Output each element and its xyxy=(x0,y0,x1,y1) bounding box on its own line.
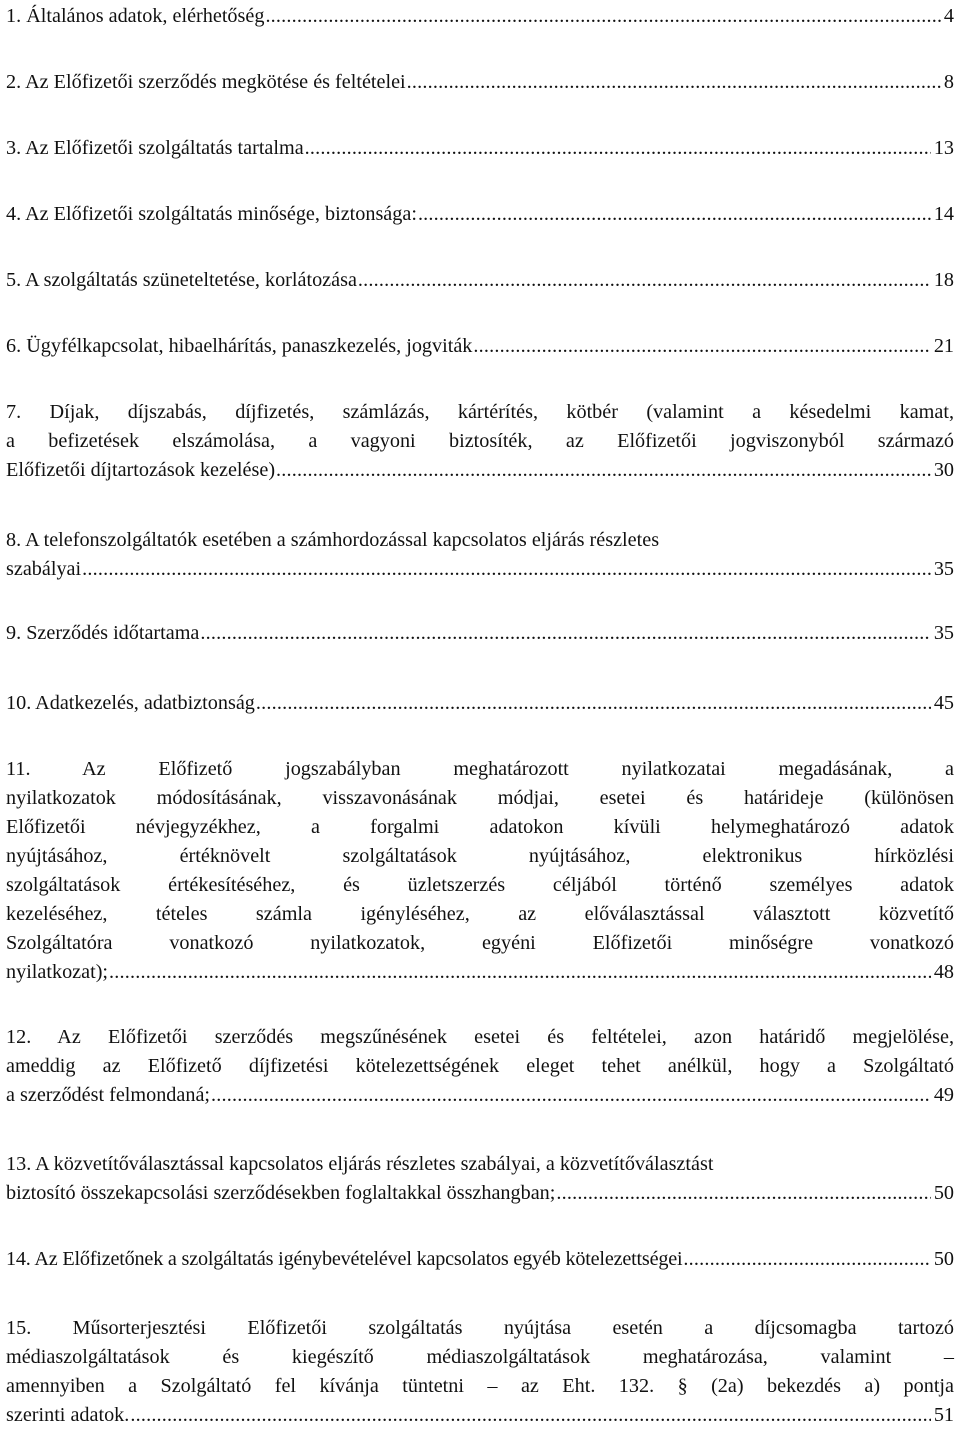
toc-page-number: 45 xyxy=(933,692,954,714)
toc-entry-text: biztosító összekapcsolási szerződésekben foglaltakkal összhangban; xyxy=(6,1182,556,1204)
toc-entry-line: 12. Az Előfizetői szerződés megszűnésének esetei és feltételei, azon határidő megjelölése, xyxy=(6,1026,954,1048)
leader-dots xyxy=(130,1401,930,1430)
toc-entry-text: szerinti adatok. xyxy=(6,1404,130,1426)
toc-page-number: 35 xyxy=(933,622,954,644)
toc-entry-text: a szerződést felmondaná; xyxy=(6,1084,211,1106)
toc-entry-7[interactable] xyxy=(6,398,954,485)
toc-page-number: 4 xyxy=(943,5,954,27)
toc-entry-text: Előfizetői díjtartozások kezelése) xyxy=(6,459,276,481)
toc-entry-14[interactable] xyxy=(6,1245,954,1274)
toc-entry-line: Előfizetői névjegyzékhez, a forgalmi adatokon kívüli helymeghatározó adatok xyxy=(6,816,954,838)
toc-entry-text: 4. Az Előfizetői szolgáltatás minősége, biztonsága: xyxy=(6,203,417,225)
toc-entry-line: 13. A közvetítőválasztással kapcsolatos eljárás részletes szabályai, a közvetítőválasztást xyxy=(6,1153,714,1175)
toc-entry-text: 10. Adatkezelés, adatbiztonság xyxy=(6,692,255,714)
leader-dots xyxy=(109,958,931,987)
toc-entry-text: nyilatkozat); xyxy=(6,961,109,983)
toc-entry-12[interactable] xyxy=(6,1023,954,1110)
leader-dots xyxy=(418,200,931,229)
leader-dots xyxy=(200,619,930,648)
toc-entry-text: 3. Az Előfizetői szolgáltatás tartalma xyxy=(6,137,304,159)
toc-entry-text: szabályai xyxy=(6,558,82,580)
toc-page-number: 13 xyxy=(933,137,954,159)
leader-dots xyxy=(265,2,940,31)
leader-dots xyxy=(305,134,931,163)
toc-entry-text: 1. Általános adatok, elérhetőség xyxy=(6,5,265,27)
leader-dots xyxy=(276,456,931,485)
toc-entry-line: 15. Műsorterjesztési Előfizetői szolgáltatás nyújtása esetén a díjcsomagba tartozó xyxy=(6,1317,954,1339)
leader-dots xyxy=(556,1179,930,1208)
toc-entry-line: ameddig az Előfizető díjfizetési kötelezettségének eleget tehet anélkül, hogy a Szolgáltató xyxy=(6,1055,954,1077)
toc-entry-11[interactable] xyxy=(6,755,954,987)
leader-dots xyxy=(358,266,931,295)
toc-entry-13[interactable] xyxy=(6,1150,954,1208)
toc-entry-line: nyújtásához, értéknövelt szolgáltatások nyújtásához, elektronikus hírközlési xyxy=(6,845,954,867)
toc-entry-3[interactable] xyxy=(6,134,954,163)
toc-entry-text: 2. Az Előfizetői szerződés megkötése és feltételei xyxy=(6,71,406,93)
toc-entry-8[interactable] xyxy=(6,526,954,584)
toc-entry-2[interactable] xyxy=(6,68,954,97)
leader-dots xyxy=(407,68,941,97)
toc-page-number: 50 xyxy=(933,1248,954,1270)
toc-entry-10[interactable] xyxy=(6,689,954,718)
toc-entry-text: 14. Az Előfizetőnek a szolgáltatás igénybevételével kapcsolatos egyéb kötelezettségei xyxy=(6,1248,683,1270)
toc-entry-6[interactable] xyxy=(6,332,954,361)
toc-page-number: 35 xyxy=(933,558,954,580)
toc-page-number: 14 xyxy=(933,203,954,225)
toc-entry-line: Szolgáltatóra vonatkozó nyilatkozatok, egyéni Előfizetői minőségre vonatkozó xyxy=(6,932,954,954)
toc-entry-15[interactable] xyxy=(6,1314,954,1430)
toc-entry-text: 9. Szerződés időtartama xyxy=(6,622,200,644)
toc-entry-line: kezeléséhez, tételes számla igényléséhez, az előválasztással választott közvetítő xyxy=(6,903,954,925)
toc-entry-line: 8. A telefonszolgáltatók esetében a számhordozással kapcsolatos eljárás részletes xyxy=(6,529,660,551)
toc-entry-line: amennyiben a Szolgáltató fel kívánja tüntetni – az Eht. 132. § (2a) bekezdés a) pontja xyxy=(6,1375,954,1397)
toc-page-number: 49 xyxy=(933,1084,954,1106)
toc-page-number: 8 xyxy=(943,71,954,93)
toc-entry-5[interactable] xyxy=(6,266,954,295)
toc-entry-text: 5. A szolgáltatás szüneteltetése, korlátozása xyxy=(6,269,357,291)
leader-dots xyxy=(256,689,931,718)
toc-page-number: 48 xyxy=(933,961,954,983)
leader-dots xyxy=(473,332,930,361)
toc-page-number: 30 xyxy=(933,459,954,481)
toc-entry-4[interactable] xyxy=(6,200,954,229)
toc-page-number: 50 xyxy=(933,1182,954,1204)
leader-dots xyxy=(82,555,931,584)
leader-dots xyxy=(683,1245,930,1274)
toc-entry-line: szolgáltatások értékesítéséhez, és üzletszerzés céljából történő személyes adatok xyxy=(6,874,954,896)
toc-page-number: 51 xyxy=(933,1404,954,1426)
leader-dots xyxy=(211,1081,931,1110)
toc-entry-line: médiaszolgáltatások és kiegészítő médiaszolgáltatások meghatározása, valamint – xyxy=(6,1346,954,1368)
toc-entry-line: a befizetések elszámolása, a vagyoni biztosíték, az Előfizetői jogviszonyból származó xyxy=(6,430,954,452)
toc-entry-line: nyilatkozatok módosításának, visszavonásának módjai, esetei és határideje (különösen xyxy=(6,787,954,809)
toc-entry-9[interactable] xyxy=(6,619,954,648)
toc-entry-1[interactable] xyxy=(6,2,954,31)
toc-entry-line: 7. Díjak, díjszabás, díjfizetés, számlázás, kártérítés, kötbér (valamint a késedelmi kamat, xyxy=(6,401,954,423)
toc-entry-line: 11. Az Előfizető jogszabályban meghatározott nyilatkozatai megadásának, a xyxy=(6,758,954,780)
toc-entry-text: 6. Ügyfélkapcsolat, hibaelhárítás, panaszkezelés, jogviták xyxy=(6,335,473,357)
toc-page-number: 18 xyxy=(933,269,954,291)
toc-page-number: 21 xyxy=(933,335,954,357)
